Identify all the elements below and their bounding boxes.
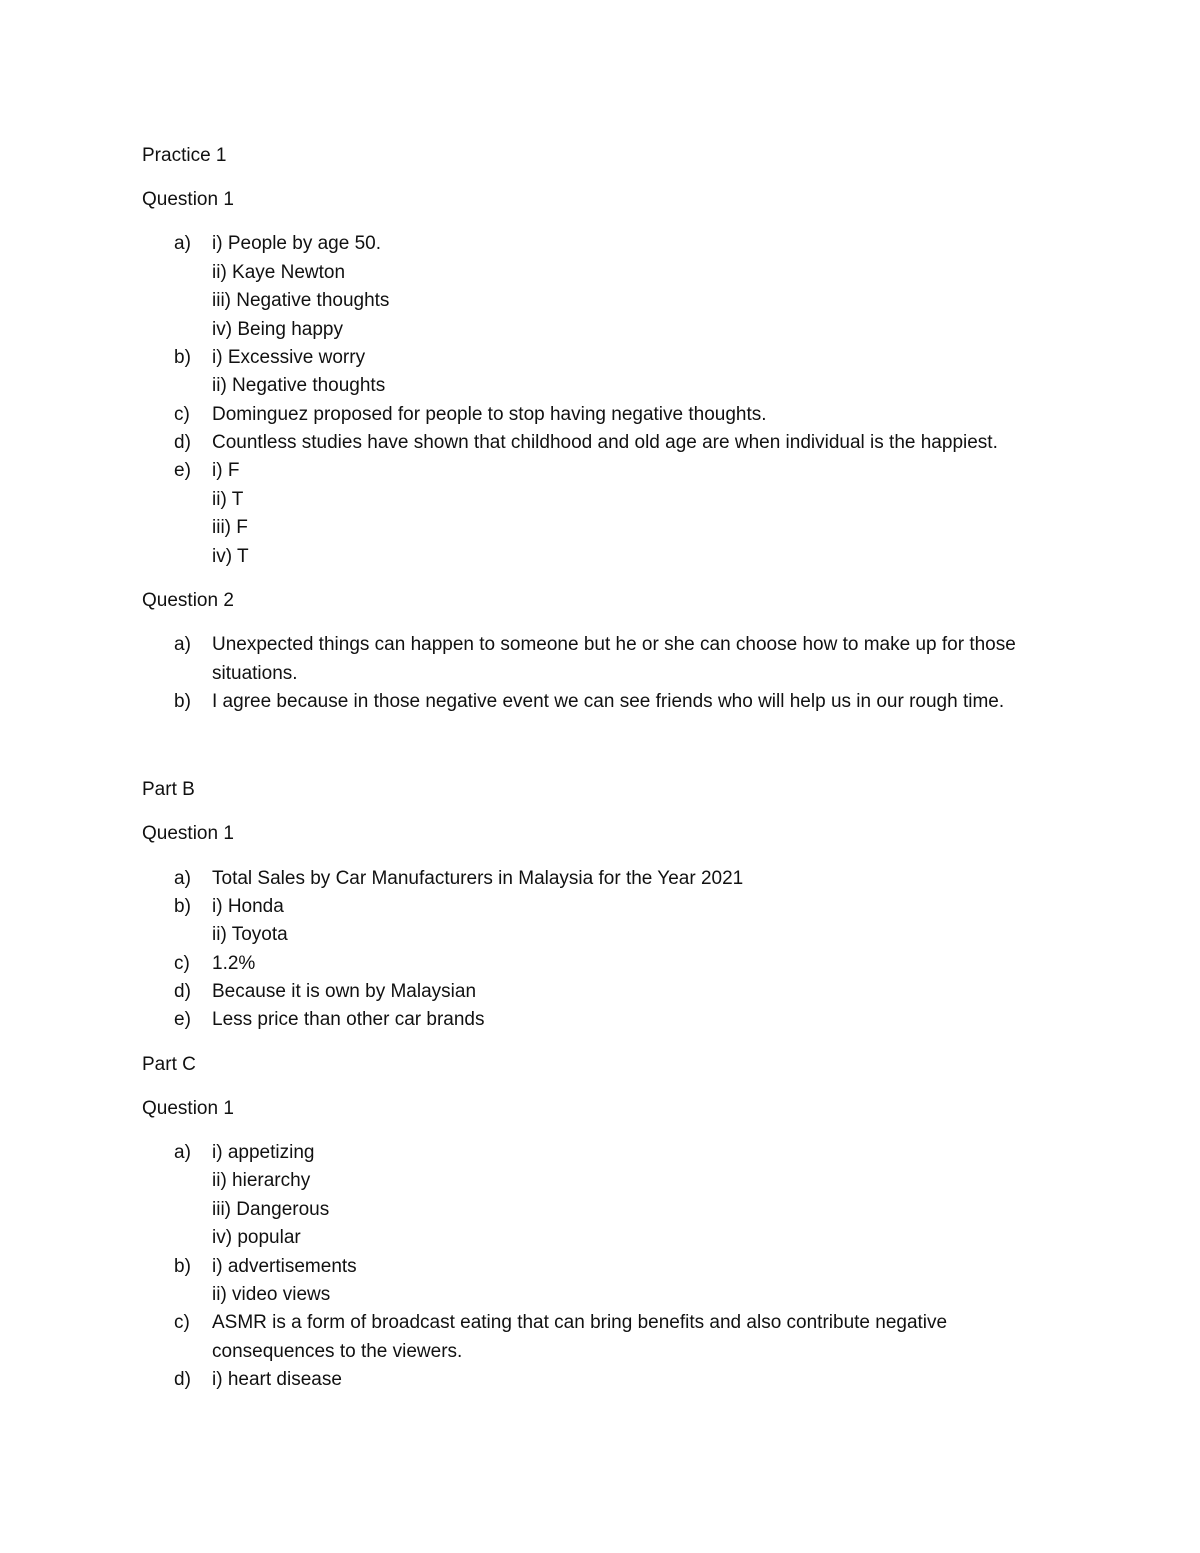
answer-line: situations. bbox=[212, 663, 298, 684]
answer-line: i) Honda bbox=[212, 896, 284, 917]
answer-line: Total Sales by Car Manufacturers in Malaysia for the Year 2021 bbox=[212, 868, 744, 889]
item-marker: c) bbox=[174, 953, 190, 974]
answer-line: Countless studies have shown that childhood and old age are when individual is the happiest. bbox=[212, 432, 998, 453]
section-title: Practice 1 bbox=[142, 145, 227, 166]
answer-line: ii) T bbox=[212, 489, 244, 510]
question-title: Question 1 bbox=[142, 1098, 234, 1119]
answer-line: i) Excessive worry bbox=[212, 347, 366, 368]
section-title: Part C bbox=[142, 1054, 196, 1075]
answer-line: Less price than other car brands bbox=[212, 1009, 485, 1030]
answer-line: i) heart disease bbox=[212, 1369, 342, 1390]
item-marker: e) bbox=[174, 1009, 191, 1030]
question-title: Question 1 bbox=[142, 189, 234, 210]
answer-line: Unexpected things can happen to someone but he or she can choose how to make up for those bbox=[212, 634, 1016, 655]
item-marker: e) bbox=[174, 460, 191, 481]
answer-line: iv) Being happy bbox=[212, 319, 343, 340]
answer-line: i) appetizing bbox=[212, 1142, 315, 1163]
answer-line: 1.2% bbox=[212, 953, 256, 974]
item-marker: c) bbox=[174, 1312, 190, 1333]
item-marker: b) bbox=[174, 896, 191, 917]
answer-line: iii) Dangerous bbox=[212, 1199, 330, 1220]
item-marker: c) bbox=[174, 404, 190, 425]
item-marker: d) bbox=[174, 1369, 191, 1390]
question-title: Question 1 bbox=[142, 823, 234, 844]
item-marker: a) bbox=[174, 634, 191, 655]
answer-line: iii) Negative thoughts bbox=[212, 290, 390, 311]
answer-line: i) advertisements bbox=[212, 1256, 357, 1277]
answer-line: ii) hierarchy bbox=[212, 1170, 311, 1191]
item-marker: a) bbox=[174, 233, 191, 254]
section-title: Part B bbox=[142, 779, 195, 800]
item-marker: b) bbox=[174, 347, 191, 368]
item-marker: d) bbox=[174, 981, 191, 1002]
answer-line: iv) T bbox=[212, 546, 249, 567]
answer-line: iii) F bbox=[212, 517, 248, 538]
answer-line: iv) popular bbox=[212, 1227, 301, 1248]
item-marker: a) bbox=[174, 1142, 191, 1163]
answer-line: ii) Kaye Newton bbox=[212, 262, 346, 283]
answer-line: ii) video views bbox=[212, 1284, 331, 1305]
answer-line: Dominguez proposed for people to stop having negative thoughts. bbox=[212, 404, 767, 425]
item-marker: a) bbox=[174, 868, 191, 889]
answer-line: I agree because in those negative event we can see friends who will help us in our rough time. bbox=[212, 691, 1005, 712]
answer-line: i) People by age 50. bbox=[212, 233, 382, 254]
answer-line: ASMR is a form of broadcast eating that can bring benefits and also contribute negative bbox=[212, 1312, 948, 1333]
answer-line: Because it is own by Malaysian bbox=[212, 981, 477, 1002]
answer-line: i) F bbox=[212, 460, 240, 481]
answer-line: ii) Negative thoughts bbox=[212, 375, 386, 396]
answer-line: consequences to the viewers. bbox=[212, 1341, 463, 1362]
item-marker: b) bbox=[174, 1256, 191, 1277]
item-marker: d) bbox=[174, 432, 191, 453]
item-marker: b) bbox=[174, 691, 191, 712]
answer-line: ii) Toyota bbox=[212, 924, 288, 945]
question-title: Question 2 bbox=[142, 590, 234, 611]
